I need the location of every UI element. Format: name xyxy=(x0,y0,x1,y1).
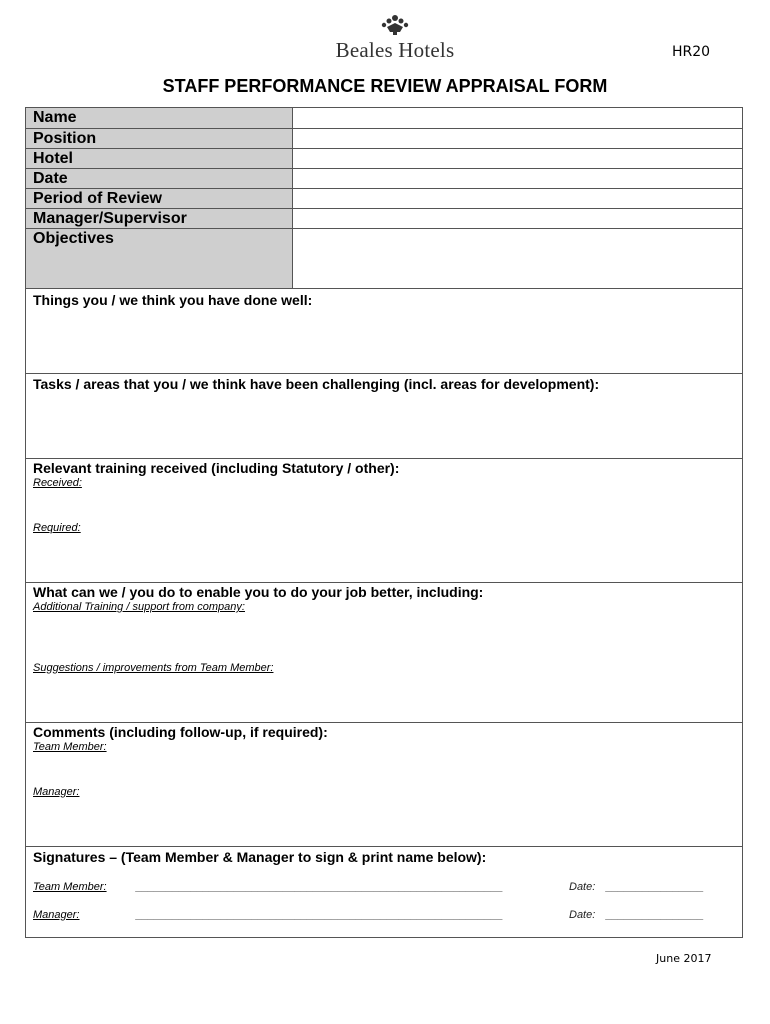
section-comments[interactable] xyxy=(26,723,742,847)
section-heading: Tasks / areas that you / we think have been challenging (incl. areas for development): xyxy=(33,376,600,392)
signature-team-member-label: Team Member: xyxy=(33,881,107,893)
field-label-date: Date xyxy=(26,169,293,188)
field-label-period: Period of Review xyxy=(26,189,293,208)
section-challenging[interactable] xyxy=(26,374,742,459)
field-label-name: Name xyxy=(26,108,293,128)
field-label-manager: Manager/Supervisor xyxy=(26,209,293,228)
manager-date-label: Date: xyxy=(569,909,596,921)
team-member-date-label: Date: xyxy=(569,881,596,893)
section-heading: Signatures – (Team Member & Manager to sign & print name below): xyxy=(33,849,487,865)
field-row-objectives[interactable] xyxy=(26,229,742,289)
field-row-name[interactable] xyxy=(26,108,742,129)
section-signatures xyxy=(26,847,742,937)
field-row-period[interactable] xyxy=(26,189,742,209)
field-row-date[interactable] xyxy=(26,169,742,189)
crown-emblem-icon xyxy=(378,14,412,36)
section-done-well[interactable] xyxy=(26,289,742,374)
section-enable[interactable] xyxy=(26,583,742,723)
field-row-position[interactable] xyxy=(26,129,742,149)
field-label-position: Position xyxy=(26,129,293,148)
comments-team-member-label: Team Member: xyxy=(33,741,107,753)
additional-training-label: Additional Training / support from company: xyxy=(33,601,245,613)
team-member-date-line[interactable]: ________________ xyxy=(606,881,704,893)
section-heading: What can we / you do to enable you to do your job better, including: xyxy=(33,584,484,600)
training-required-label: Required: xyxy=(33,522,81,534)
footer-date: June 2017 xyxy=(656,952,712,965)
training-received-label: Received: xyxy=(33,477,82,489)
manager-signature-line[interactable]: ____________________________________________________________ xyxy=(136,909,504,921)
comments-manager-label: Manager: xyxy=(33,786,80,798)
brand-name: Beales Hotels xyxy=(335,38,455,62)
field-row-manager[interactable] xyxy=(26,209,742,229)
hotel-logo xyxy=(320,14,470,63)
field-row-hotel[interactable] xyxy=(26,149,742,169)
signature-manager-label: Manager: xyxy=(33,909,80,921)
section-training[interactable] xyxy=(26,459,742,583)
suggestions-label: Suggestions / improvements from Team Member: xyxy=(33,662,274,674)
section-heading: Things you / we think you have done well: xyxy=(33,292,313,308)
form-code: HR20 xyxy=(672,44,711,60)
manager-date-line[interactable]: ________________ xyxy=(606,909,704,921)
form-title: STAFF PERFORMANCE REVIEW APPRAISAL FORM xyxy=(162,76,608,96)
field-label-hotel: Hotel xyxy=(26,149,293,168)
field-label-objectives: Objectives xyxy=(26,229,293,288)
team-member-signature-line[interactable]: ____________________________________________________________ xyxy=(136,881,504,893)
section-heading: Comments (including follow-up, if required): xyxy=(33,724,328,740)
section-heading: Relevant training received (including Statutory / other): xyxy=(33,460,400,476)
appraisal-form xyxy=(25,107,743,938)
